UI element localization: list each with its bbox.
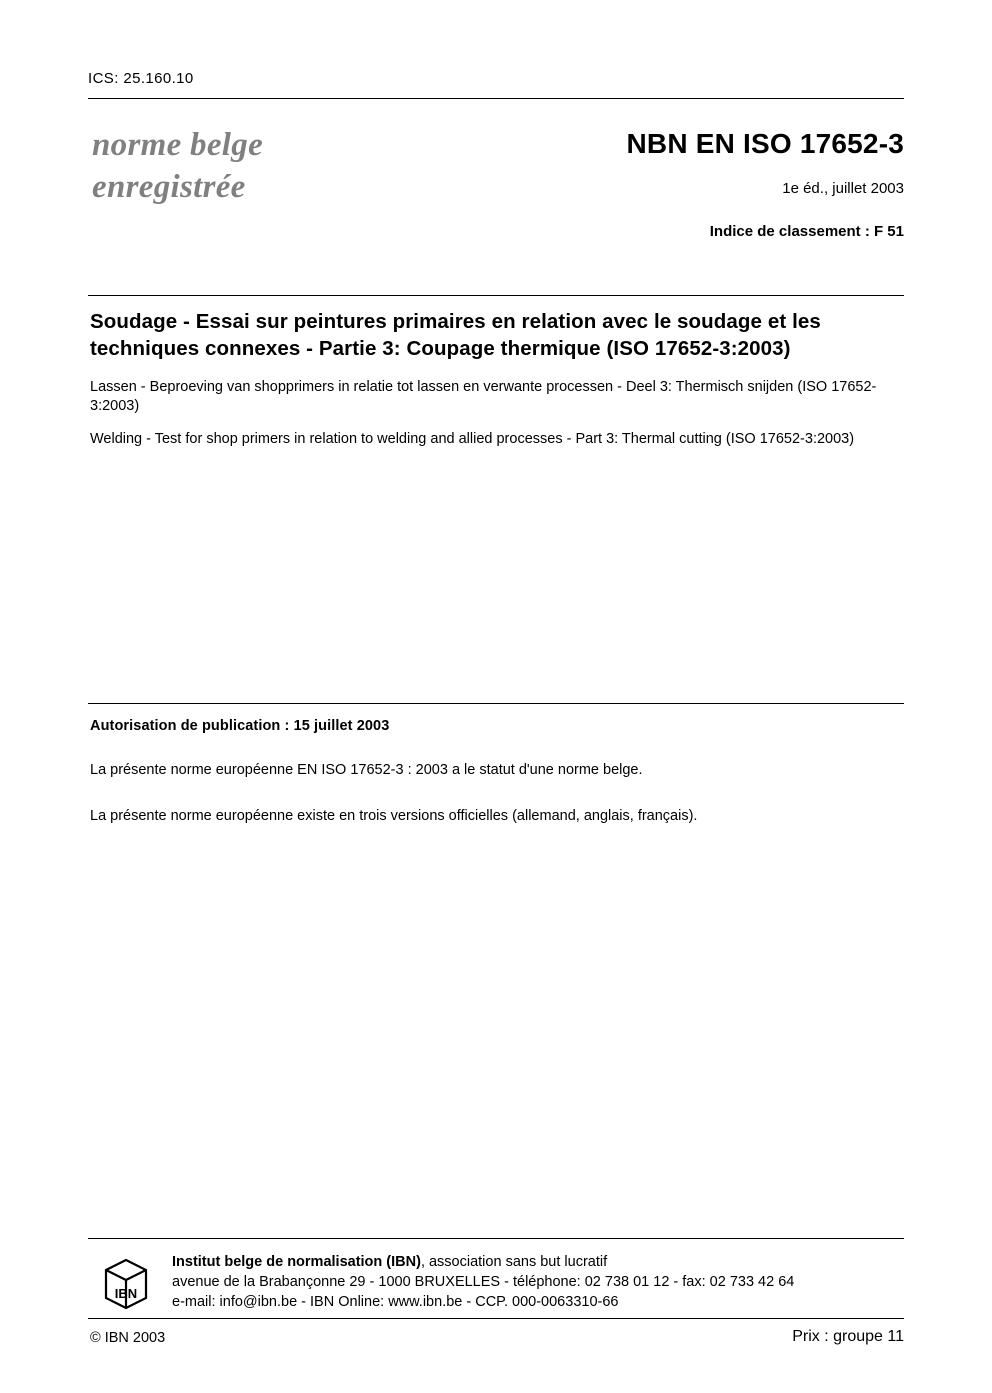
footer-contact: e-mail: info@ibn.be - IBN Online: www.ibn.be - CCP. 000-0063310-66 [172,1294,619,1310]
divider-footer [88,1238,904,1239]
header-block [88,124,904,264]
divider-title [88,295,904,296]
footer-org-suffix: , association sans but lucratif [420,1254,608,1270]
brand-title [92,124,263,208]
divider-authorisation [88,703,904,704]
ics-code: ICS: 25.160.10 [88,70,194,87]
authorisation-paragraph-2: La présente norme européenne existe en trois versions officielles (allemand, anglais, français). [90,808,698,824]
footer-text [172,1252,902,1312]
footer-block [88,1252,904,1322]
edition-date: 1e éd., juillet 2003 [782,180,904,197]
price-group: Prix : groupe 11 [792,1328,904,1345]
divider-bottom [88,1318,904,1319]
ibn-logo-icon [102,1258,150,1310]
authorisation-paragraph-1: La présente norme européenne EN ISO 17652-3 : 2003 a le statut d'une norme belge. [90,762,643,778]
authorisation-block [90,718,902,826]
brand-line-1: norme belge [92,127,264,163]
title-dutch: Lassen - Beproeving van shopprimers in relatie tot lassen en verwante processen - Deel 3: Thermisch snijden (ISO 17652-3:2003) [90,379,877,414]
footer-org-name: Institut belge de normalisation (IBN) [172,1254,421,1270]
classification-index: Indice de classement : F 51 [709,223,904,240]
title-english: Welding - Test for shop primers in relation to welding and allied processes - Part 3: Thermal cutting (ISO 17652-3:2003) [90,431,855,447]
copyright-notice: © IBN 2003 [90,1330,166,1346]
authorisation-title: Autorisation de publication : 15 juillet 2003 [90,718,390,734]
footer-address: avenue de la Brabançonne 29 - 1000 BRUXELLES - téléphone: 02 738 01 12 - fax: 02 733 42 64 [172,1274,795,1290]
standard-number: NBN EN ISO 17652-3 [626,128,904,159]
svg-text:IBN: IBN [114,1286,138,1301]
divider-top [88,98,904,99]
title-french: Soudage - Essai sur peintures primaires en relation avec le soudage et les techniques connexes - Partie 3: Coupage thermique (ISO 17652-3:2003) [90,310,821,360]
brand-line-2: enregistrée [92,169,246,205]
footer-org-line [172,1252,902,1272]
title-block [90,308,902,449]
page-content [88,0,904,1393]
